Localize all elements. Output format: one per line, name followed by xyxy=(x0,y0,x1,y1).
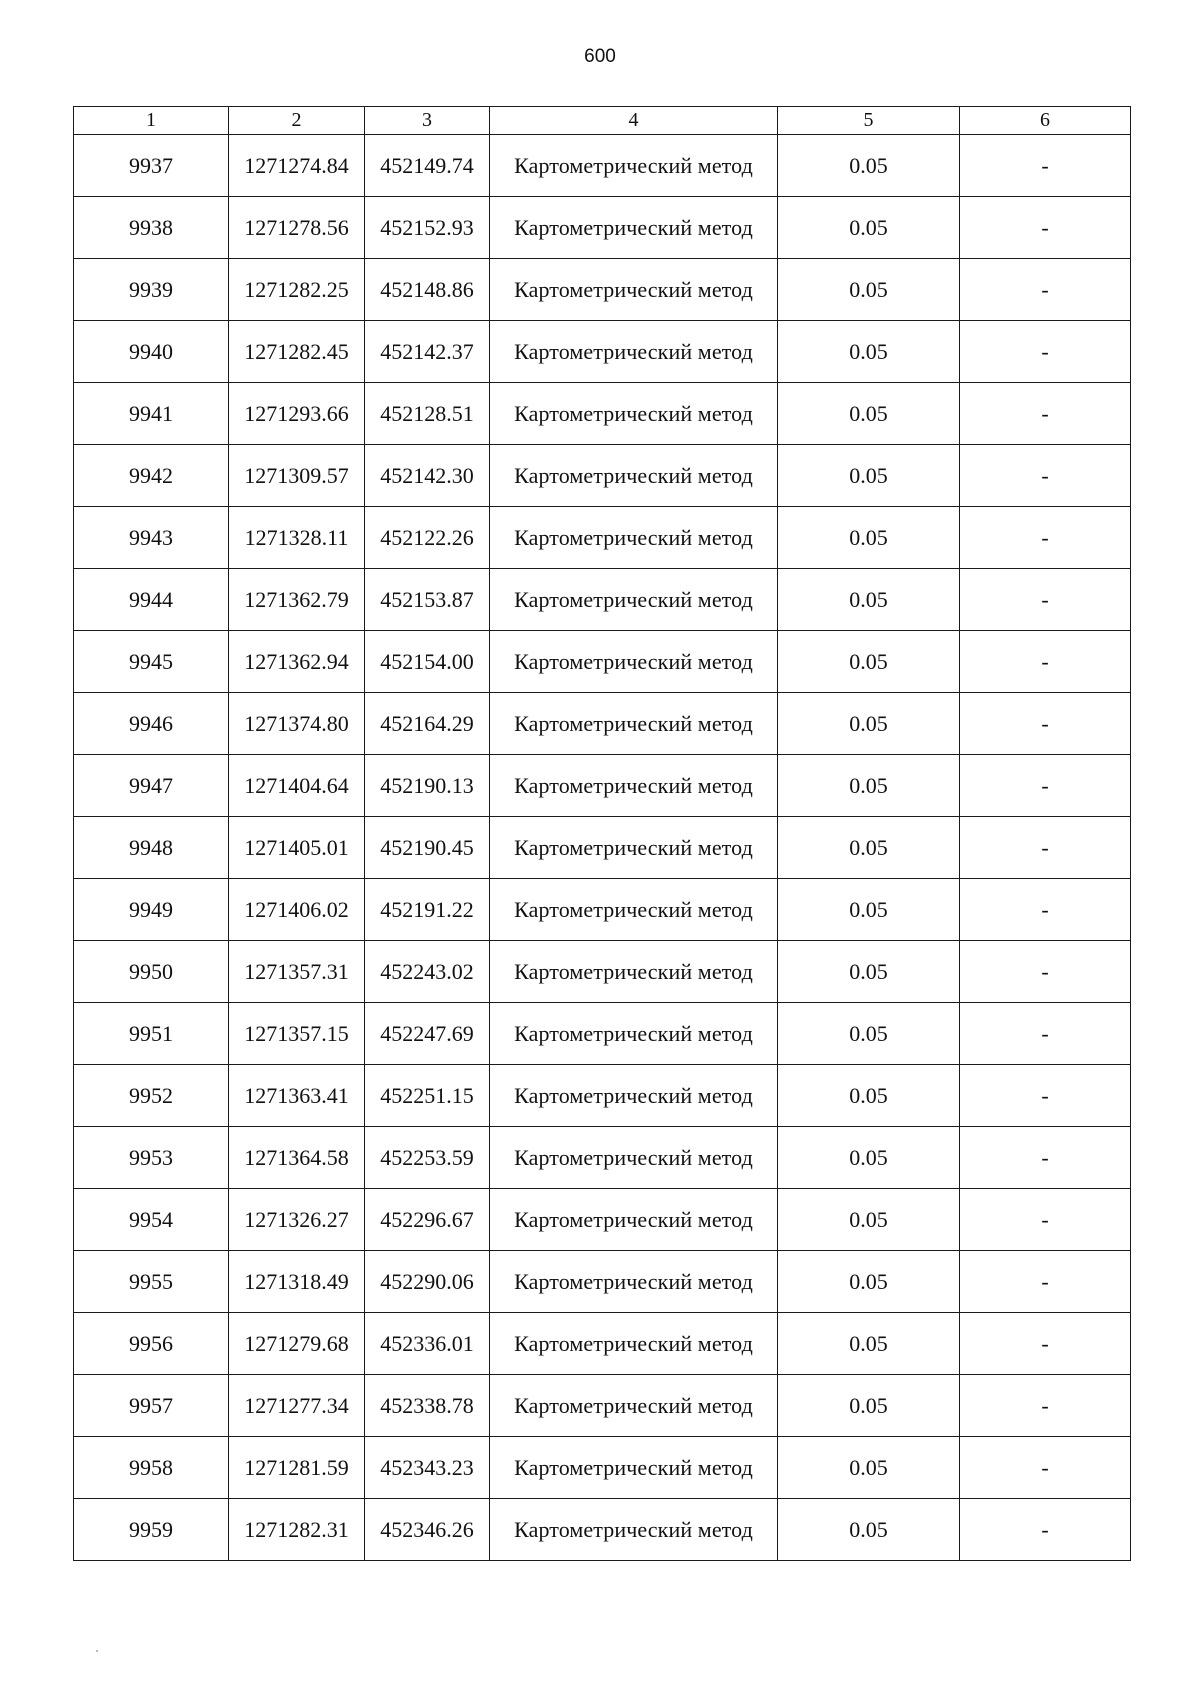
point-number-cell: 9958 xyxy=(74,1437,229,1499)
y-coordinate-cell: 452154.00 xyxy=(365,631,490,693)
table-row xyxy=(74,1251,1131,1313)
y-coordinate-cell: 452164.29 xyxy=(365,693,490,755)
accuracy-cell: 0.05 xyxy=(778,941,960,1003)
accuracy-cell: 0.05 xyxy=(778,1313,960,1375)
note-cell: - xyxy=(960,941,1131,1003)
method-cell: Картометрический метод xyxy=(490,1251,778,1313)
accuracy-cell: 0.05 xyxy=(778,321,960,383)
point-number-cell: 9941 xyxy=(74,383,229,445)
note-cell: - xyxy=(960,1313,1131,1375)
point-number-cell: 9943 xyxy=(74,507,229,569)
y-coordinate-cell: 452122.26 xyxy=(365,507,490,569)
point-number-cell: 9939 xyxy=(74,259,229,321)
table-row xyxy=(74,941,1131,1003)
column-header-1: 1 xyxy=(74,107,229,135)
x-coordinate-cell: 1271318.49 xyxy=(229,1251,365,1313)
y-coordinate-cell: 452346.26 xyxy=(365,1499,490,1561)
y-coordinate-cell: 452142.37 xyxy=(365,321,490,383)
accuracy-cell: 0.05 xyxy=(778,1065,960,1127)
x-coordinate-cell: 1271362.79 xyxy=(229,569,365,631)
point-number-cell: 9949 xyxy=(74,879,229,941)
method-cell: Картометрический метод xyxy=(490,383,778,445)
note-cell: - xyxy=(960,817,1131,879)
y-coordinate-cell: 452149.74 xyxy=(365,135,490,197)
method-cell: Картометрический метод xyxy=(490,445,778,507)
table-row xyxy=(74,1437,1131,1499)
y-coordinate-cell: 452190.13 xyxy=(365,755,490,817)
y-coordinate-cell: 452253.59 xyxy=(365,1127,490,1189)
x-coordinate-cell: 1271278.56 xyxy=(229,197,365,259)
method-cell: Картометрический метод xyxy=(490,1375,778,1437)
method-cell: Картометрический метод xyxy=(490,879,778,941)
y-coordinate-cell: 452142.30 xyxy=(365,445,490,507)
point-number-cell: 9953 xyxy=(74,1127,229,1189)
method-cell: Картометрический метод xyxy=(490,1499,778,1561)
note-cell: - xyxy=(960,321,1131,383)
x-coordinate-cell: 1271405.01 xyxy=(229,817,365,879)
accuracy-cell: 0.05 xyxy=(778,135,960,197)
x-coordinate-cell: 1271374.80 xyxy=(229,693,365,755)
note-cell: - xyxy=(960,1003,1131,1065)
table-row xyxy=(74,1127,1131,1189)
note-cell: - xyxy=(960,135,1131,197)
table-row xyxy=(74,1189,1131,1251)
table-row xyxy=(74,507,1131,569)
note-cell: - xyxy=(960,383,1131,445)
x-coordinate-cell: 1271363.41 xyxy=(229,1065,365,1127)
y-coordinate-cell: 452343.23 xyxy=(365,1437,490,1499)
column-header-6: 6 xyxy=(960,107,1131,135)
point-number-cell: 9951 xyxy=(74,1003,229,1065)
note-cell: - xyxy=(960,569,1131,631)
x-coordinate-cell: 1271328.11 xyxy=(229,507,365,569)
page-number: 600 xyxy=(584,46,616,67)
method-cell: Картометрический метод xyxy=(490,693,778,755)
y-coordinate-cell: 452153.87 xyxy=(365,569,490,631)
y-coordinate-cell: 452336.01 xyxy=(365,1313,490,1375)
method-cell: Картометрический метод xyxy=(490,1065,778,1127)
x-coordinate-cell: 1271274.84 xyxy=(229,135,365,197)
point-number-cell: 9944 xyxy=(74,569,229,631)
x-coordinate-cell: 1271309.57 xyxy=(229,445,365,507)
table-row xyxy=(74,383,1131,445)
point-number-cell: 9956 xyxy=(74,1313,229,1375)
method-cell: Картометрический метод xyxy=(490,197,778,259)
table-row xyxy=(74,1065,1131,1127)
accuracy-cell: 0.05 xyxy=(778,693,960,755)
note-cell: - xyxy=(960,507,1131,569)
point-number-cell: 9952 xyxy=(74,1065,229,1127)
table-row xyxy=(74,1313,1131,1375)
y-coordinate-cell: 452243.02 xyxy=(365,941,490,1003)
method-cell: Картометрический метод xyxy=(490,259,778,321)
y-coordinate-cell: 452251.15 xyxy=(365,1065,490,1127)
y-coordinate-cell: 452338.78 xyxy=(365,1375,490,1437)
y-coordinate-cell: 452290.06 xyxy=(365,1251,490,1313)
y-coordinate-cell: 452191.22 xyxy=(365,879,490,941)
note-cell: - xyxy=(960,631,1131,693)
x-coordinate-cell: 1271279.68 xyxy=(229,1313,365,1375)
table-row xyxy=(74,817,1131,879)
point-number-cell: 9947 xyxy=(74,755,229,817)
note-cell: - xyxy=(960,1437,1131,1499)
column-header-5: 5 xyxy=(778,107,960,135)
method-cell: Картометрический метод xyxy=(490,817,778,879)
table-row xyxy=(74,879,1131,941)
accuracy-cell: 0.05 xyxy=(778,1251,960,1313)
y-coordinate-cell: 452152.93 xyxy=(365,197,490,259)
note-cell: - xyxy=(960,693,1131,755)
point-number-cell: 9955 xyxy=(74,1251,229,1313)
table-header xyxy=(74,107,1131,135)
x-coordinate-cell: 1271406.02 xyxy=(229,879,365,941)
y-coordinate-cell: 452296.67 xyxy=(365,1189,490,1251)
x-coordinate-cell: 1271404.64 xyxy=(229,755,365,817)
x-coordinate-cell: 1271282.45 xyxy=(229,321,365,383)
point-number-cell: 9950 xyxy=(74,941,229,1003)
x-coordinate-cell: 1271277.34 xyxy=(229,1375,365,1437)
point-number-cell: 9946 xyxy=(74,693,229,755)
method-cell: Картометрический метод xyxy=(490,1003,778,1065)
method-cell: Картометрический метод xyxy=(490,1189,778,1251)
accuracy-cell: 0.05 xyxy=(778,1437,960,1499)
point-number-cell: 9948 xyxy=(74,817,229,879)
table-row xyxy=(74,259,1131,321)
y-coordinate-cell: 452128.51 xyxy=(365,383,490,445)
accuracy-cell: 0.05 xyxy=(778,1127,960,1189)
method-cell: Картометрический метод xyxy=(490,135,778,197)
point-number-cell: 9945 xyxy=(74,631,229,693)
table-row xyxy=(74,1499,1131,1561)
accuracy-cell: 0.05 xyxy=(778,197,960,259)
x-coordinate-cell: 1271282.31 xyxy=(229,1499,365,1561)
accuracy-cell: 0.05 xyxy=(778,507,960,569)
point-number-cell: 9957 xyxy=(74,1375,229,1437)
note-cell: - xyxy=(960,445,1131,507)
accuracy-cell: 0.05 xyxy=(778,383,960,445)
point-number-cell: 9959 xyxy=(74,1499,229,1561)
accuracy-cell: 0.05 xyxy=(778,445,960,507)
table-row xyxy=(74,1375,1131,1437)
x-coordinate-cell: 1271293.66 xyxy=(229,383,365,445)
note-cell: - xyxy=(960,1375,1131,1437)
table-row xyxy=(74,755,1131,817)
note-cell: - xyxy=(960,1127,1131,1189)
note-cell: - xyxy=(960,1499,1131,1561)
y-coordinate-cell: 452190.45 xyxy=(365,817,490,879)
column-header-4: 4 xyxy=(490,107,778,135)
point-number-cell: 9940 xyxy=(74,321,229,383)
table-body xyxy=(74,135,1131,1561)
method-cell: Картометрический метод xyxy=(490,631,778,693)
method-cell: Картометрический метод xyxy=(490,1127,778,1189)
method-cell: Картометрический метод xyxy=(490,755,778,817)
accuracy-cell: 0.05 xyxy=(778,1499,960,1561)
point-number-cell: 9954 xyxy=(74,1189,229,1251)
accuracy-cell: 0.05 xyxy=(778,1003,960,1065)
accuracy-cell: 0.05 xyxy=(778,817,960,879)
x-coordinate-cell: 1271364.58 xyxy=(229,1127,365,1189)
column-header-3: 3 xyxy=(365,107,490,135)
accuracy-cell: 0.05 xyxy=(778,259,960,321)
method-cell: Картометрический метод xyxy=(490,321,778,383)
column-header-2: 2 xyxy=(229,107,365,135)
method-cell: Картометрический метод xyxy=(490,569,778,631)
accuracy-cell: 0.05 xyxy=(778,1189,960,1251)
point-number-cell: 9937 xyxy=(74,135,229,197)
table-row xyxy=(74,631,1131,693)
table-row xyxy=(74,321,1131,383)
method-cell: Картометрический метод xyxy=(490,507,778,569)
method-cell: Картометрический метод xyxy=(490,941,778,1003)
accuracy-cell: 0.05 xyxy=(778,631,960,693)
x-coordinate-cell: 1271281.59 xyxy=(229,1437,365,1499)
x-coordinate-cell: 1271357.15 xyxy=(229,1003,365,1065)
point-number-cell: 9938 xyxy=(74,197,229,259)
accuracy-cell: 0.05 xyxy=(778,569,960,631)
table-row xyxy=(74,1003,1131,1065)
accuracy-cell: 0.05 xyxy=(778,879,960,941)
x-coordinate-cell: 1271362.94 xyxy=(229,631,365,693)
method-cell: Картометрический метод xyxy=(490,1437,778,1499)
table-row xyxy=(74,569,1131,631)
note-cell: - xyxy=(960,755,1131,817)
y-coordinate-cell: 452247.69 xyxy=(365,1003,490,1065)
x-coordinate-cell: 1271326.27 xyxy=(229,1189,365,1251)
note-cell: - xyxy=(960,1065,1131,1127)
note-cell: - xyxy=(960,259,1131,321)
table-row xyxy=(74,197,1131,259)
coordinates-table xyxy=(73,106,1131,1561)
table-row xyxy=(74,135,1131,197)
header-row xyxy=(74,107,1131,135)
table-row xyxy=(74,445,1131,507)
point-number-cell: 9942 xyxy=(74,445,229,507)
note-cell: - xyxy=(960,1189,1131,1251)
table-row xyxy=(74,693,1131,755)
y-coordinate-cell: 452148.86 xyxy=(365,259,490,321)
note-cell: - xyxy=(960,1251,1131,1313)
scan-speck xyxy=(96,1650,98,1652)
accuracy-cell: 0.05 xyxy=(778,1375,960,1437)
note-cell: - xyxy=(960,879,1131,941)
x-coordinate-cell: 1271357.31 xyxy=(229,941,365,1003)
method-cell: Картометрический метод xyxy=(490,1313,778,1375)
accuracy-cell: 0.05 xyxy=(778,755,960,817)
x-coordinate-cell: 1271282.25 xyxy=(229,259,365,321)
note-cell: - xyxy=(960,197,1131,259)
